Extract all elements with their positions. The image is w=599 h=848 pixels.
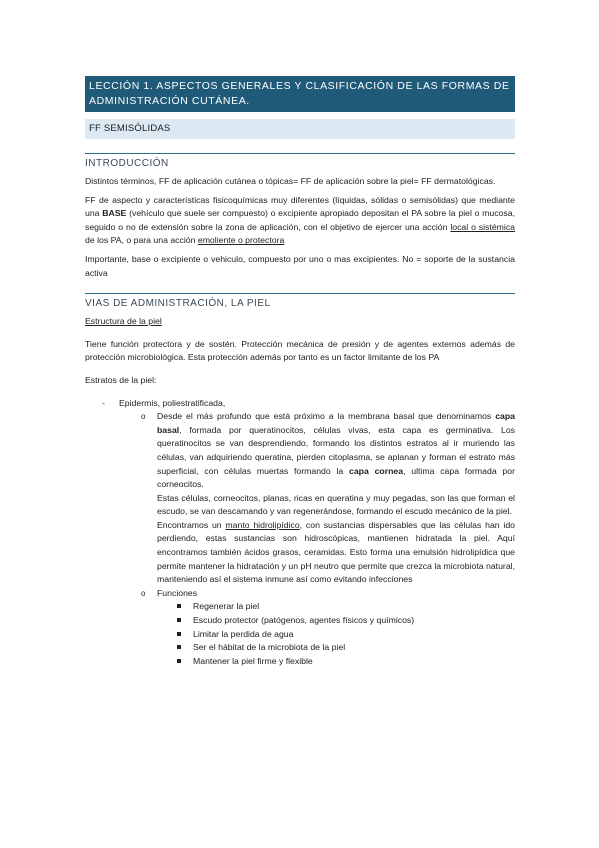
intro-paragraph-1: Distintos términos, FF de aplicación cutánea o tópicas= FF de aplicación sobre la piel= FF dermatológicas. bbox=[85, 176, 496, 186]
function-label: Limitar la perdida de agua bbox=[193, 628, 294, 639]
section-subtitle: FF SEMISÓLIDAS bbox=[85, 119, 515, 139]
square-bullet bbox=[177, 659, 181, 663]
list-item-epidermis bbox=[85, 397, 515, 411]
intro-heading: INTRODUCCIÓN bbox=[85, 153, 515, 169]
document-page bbox=[85, 76, 515, 668]
text-run: , formada por queratinocitos, células vivas, esta capa es germinativa. Los queratinocitos se van desprendiendo, formando los distintos estratos al ir muriendo las células, van adquiriendo queratina, pierden citoplasma, se aplanan y forman el estrato más superficial, con células muertas formando la bbox=[157, 424, 515, 476]
description-part-1 bbox=[157, 410, 515, 492]
function-label: Regenerar la piel bbox=[193, 601, 260, 612]
manto-term: manto hidrolipídico bbox=[225, 519, 300, 530]
text-run: (vehículo que suele ser compuesto) o excipiente apropiado depositan el PA sobre la piel o mucosa, seguido o no de extensión sobre la zona de aplicación, con el objetivo de ejercer una acción bbox=[85, 208, 515, 232]
text-run: FF de aspecto y características fisicoquímicas muy diferentes (líquidas, sólidas o semisólidas) que mediante una bbox=[85, 194, 515, 219]
function-item bbox=[85, 614, 515, 628]
underlined-term: local o sistémica bbox=[450, 221, 515, 232]
function-label: Escudo protector (patógenos, agentes físicos y químicos) bbox=[193, 615, 415, 626]
vias-heading: VIAS DE ADMINISTRACIÓN, LA PIEL bbox=[85, 293, 515, 309]
square-bullet bbox=[177, 618, 181, 622]
text-run: , con sustancias dispersables que las células han ido perdiendo, estas sustancias son hidroscópicas, mantienen hidratada la piel. Aquí encontramos también ácidos grasos, ceramidas. Esto forma una emulsión hidrolipídica que permite mantener la hidratación y un pH neutro que permite que crezca la microbiota natural, manteniendo así el sistema inmune así como evitando infecciones bbox=[157, 519, 515, 585]
function-label: Mantener la piel firme y flexible bbox=[193, 655, 313, 666]
circle-bullet: o bbox=[141, 588, 146, 598]
capa-cornea-term: capa cornea bbox=[349, 465, 404, 476]
intro-paragraph-2 bbox=[85, 194, 515, 248]
text-run: , ultima capa formada por corneocitos. bbox=[157, 465, 515, 490]
text-run: Desde el más profundo que está próximo a la membrana basal que denominamos bbox=[157, 411, 496, 422]
square-bullet bbox=[177, 645, 181, 649]
list-item-description bbox=[85, 410, 515, 587]
base-term: BASE bbox=[102, 208, 127, 219]
function-item bbox=[85, 641, 515, 655]
circle-bullet: o bbox=[141, 412, 146, 422]
underlined-term: emoliente o protectora bbox=[197, 235, 285, 246]
list-item-label: Funciones bbox=[157, 587, 198, 598]
function-item bbox=[85, 600, 515, 614]
function-item bbox=[85, 628, 515, 642]
list-item-funciones bbox=[85, 587, 515, 601]
list-item-label: Epidermis, poliestratificada, bbox=[119, 397, 226, 408]
function-label: Ser el hábitat de la microbiota de la piel bbox=[193, 642, 346, 653]
description-part-3 bbox=[157, 519, 515, 587]
structure-subheading: Estructura de la piel bbox=[85, 316, 162, 327]
text-run: de los PA, o para una acción bbox=[85, 235, 198, 246]
intro-paragraph-3: Importante, base o excipiente o vehiculo, compuesto por uno o mas excipientes. No = soporte de la sustancia activa bbox=[85, 253, 515, 278]
function-item bbox=[85, 655, 515, 669]
description-part-2: Estas células, corneocitos, planas, ricas en queratina y muy pegadas, son las que forman el escudo, se van descamando y van regenerándose, formando el escudo mecánico de la piel. bbox=[157, 492, 515, 517]
text-run: Encontramos un bbox=[157, 519, 226, 530]
square-bullet bbox=[177, 604, 181, 608]
capa-basal-term: capa basal bbox=[157, 411, 515, 435]
square-bullet bbox=[177, 632, 181, 636]
lesson-title: LECCIÓN 1. ASPECTOS GENERALES Y CLASIFICACIÓN DE LAS FORMAS DE ADMINISTRACIÓN CUTÁNEA. bbox=[85, 76, 515, 112]
vias-paragraph-1: Tiene función protectora y de sostén. Protección mecánica de presión y de agentes externos además de protección microbiológica. Esta protección además por tanto es un factor limitante de los PA bbox=[85, 338, 515, 363]
dash-marker: - bbox=[102, 397, 105, 408]
vias-paragraph-2: Estratos de la piel: bbox=[85, 374, 157, 385]
